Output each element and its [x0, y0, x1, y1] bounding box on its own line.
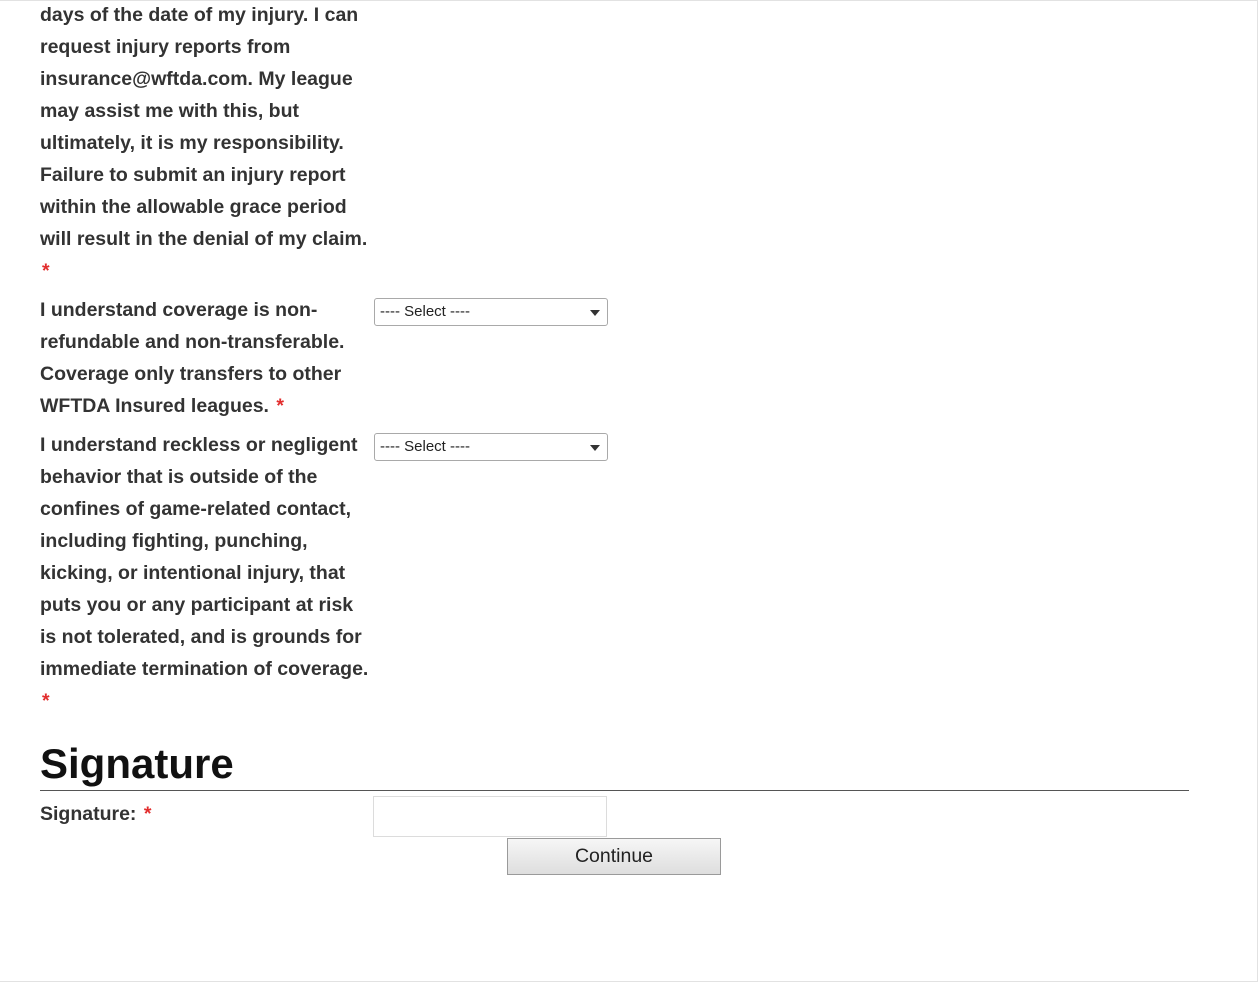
chevron-down-icon [590, 310, 600, 316]
signature-label [40, 798, 374, 830]
conduct-select[interactable] [374, 433, 608, 461]
required-mark: * [42, 690, 50, 712]
signature-section-title: Signature [40, 740, 234, 787]
refund-select[interactable] [374, 298, 608, 326]
injury-report-question-text: days of the date of my injury. I can request injury reports from insurance@wftda.com. My league may assist me with this, but ultimately, it is my responsibility. Failure to submit an injury report within the allowable grace period will result in the denial of my claim. [40, 4, 368, 250]
required-mark: * [143, 803, 152, 825]
conduct-question-text: I understand reckless or negligent behavior that is outside of the confines of game-related contact, including fighting, punching, kicking, or intentional injury, that puts you or any participant at risk is not tolerated, and is grounds for immediate termination of coverage. [40, 434, 369, 680]
required-mark: * [276, 395, 284, 417]
refund-question [40, 294, 374, 422]
section-divider [40, 790, 1189, 791]
signature-label-text: Signature: [40, 803, 137, 825]
injury-report-question [40, 0, 374, 287]
chevron-down-icon [590, 445, 600, 451]
refund-select-value: ---- Select ---- [380, 303, 470, 320]
continue-button[interactable]: Continue [507, 838, 721, 875]
signature-input[interactable] [373, 796, 607, 837]
conduct-select-value: ---- Select ---- [380, 438, 470, 455]
conduct-question [40, 429, 374, 717]
refund-question-text: I understand coverage is non-refundable and non-transferable. Coverage only transfers to other WFTDA Insured leagues. [40, 299, 345, 417]
required-mark: * [42, 260, 50, 282]
